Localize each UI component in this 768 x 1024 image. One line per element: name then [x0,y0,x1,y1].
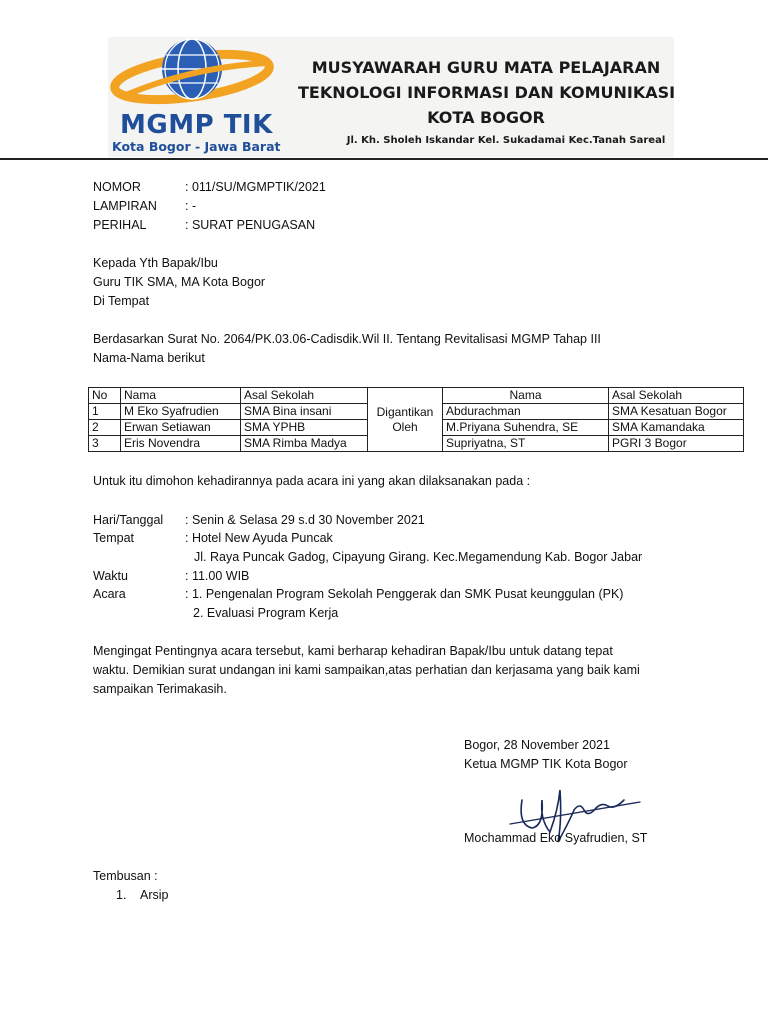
row-asal: SMA Rimba Madya [241,436,368,452]
letterhead [108,37,674,157]
header-divider [0,158,768,160]
row-no: 3 [89,436,121,452]
signatory-name: Mochammad Eko Syafrudien, ST [464,831,648,845]
sign-position: Ketua MGMP TIK Kota Bogor [464,757,628,771]
recipient-line-3: Di Tempat [93,294,150,308]
lampiran-value: : - [185,199,197,213]
acara-value-2: 2. Evaluasi Program Kerja [193,606,339,620]
organization-name [298,55,674,148]
replaced-by-line-1: Digantikan [376,404,434,419]
org-line-2: TEKNOLOGI INFORMASI DAN KOMUNIKASI [298,83,676,102]
tembusan-item: Arsip [140,888,169,902]
row-asal-replacement: SMA Kesatuan Bogor [609,404,744,420]
replacement-table [88,387,744,452]
header-no: No [89,388,121,404]
acara-label: Acara [93,587,126,601]
recipient-line-1: Kepada Yth Bapak/Ibu [93,256,218,270]
recipient-line-2: Guru TIK SMA, MA Kota Bogor [93,275,266,289]
row-nama-replacement: Abdurachman [443,404,609,420]
row-nama-replacement: Supriyatna, ST [443,436,609,452]
nomor-value: : 011/SU/MGMPTIK/2021 [185,180,326,194]
tembusan-item-number: 1. [116,888,127,902]
waktu-label: Waktu [93,569,128,583]
org-line-3: KOTA BOGOR [427,108,545,127]
header-nama: Nama [121,388,241,404]
row-asal-replacement: SMA Kamandaka [609,420,744,436]
header-asal-sekolah: Asal Sekolah [241,388,368,404]
logo-name: MGMP TIK [120,110,273,140]
tembusan-label: Tembusan : [93,869,158,883]
closing-line-3: sampaikan Terimakasih. [93,682,227,696]
intro-line-1: Berdasarkan Surat No. 2064/PK.03.06-Cadisdik.Wil II. Tentang Revitalisasi MGMP Tahap III [93,332,601,346]
sign-place-date: Bogor, 28 November 2021 [464,738,610,752]
table-header-row [89,388,744,404]
row-nama: Erwan Setiawan [121,420,241,436]
org-line-1: MUSYAWARAH GURU MATA PELAJARAN [311,58,661,77]
closing-line-1: Mengingat Pentingnya acara tersebut, kami berharap kehadiran Bapak/Ibu untuk datang tepat [93,644,613,658]
replaced-by-line-2: Oleh [392,419,418,434]
row-asal: SMA YPHB [241,420,368,436]
org-address: Jl. Kh. Sholeh Iskandar Kel. Sukadamai Kec.Tanah Sareal [346,135,666,146]
hari-label: Hari/Tanggal [93,513,164,527]
lampiran-label: LAMPIRAN [93,199,157,213]
closing-line-2: waktu. Demikian surat undangan ini kami sampaikan,atas perhatian dan kerjasama yang baik kami [93,663,640,677]
tempat-address: Jl. Raya Puncak Gadog, Cipayung Girang. Kec.Megamendung Kab. Bogor Jabar [194,550,643,564]
row-nama: M Eko Syafrudien [121,404,241,420]
row-nama-replacement: M.Priyana Suhendra, SE [443,420,609,436]
perihal-label: PERIHAL [93,218,147,232]
mgmp-logo [108,37,298,157]
header-nama-replacement: Nama [443,388,609,404]
hari-value: : Senin & Selasa 29 s.d 30 November 2021 [185,513,425,527]
replaced-by-cell [368,388,443,452]
row-nama: Eris Novendra [121,436,241,452]
row-asal: SMA Bina insani [241,404,368,420]
header-asal-sekolah-replacement: Asal Sekolah [609,388,744,404]
waktu-value: : 11.00 WIB [185,569,250,583]
perihal-value: : SURAT PENUGASAN [185,218,316,232]
request-text: Untuk itu dimohon kehadirannya pada acara ini yang akan dilaksanakan pada : [93,474,531,488]
row-no: 2 [89,420,121,436]
intro-line-2: Nama-Nama berikut [93,351,205,365]
row-asal-replacement: PGRI 3 Bogor [609,436,744,452]
acara-value-1: : 1. Pengenalan Program Sekolah Penggerak dan SMK Pusat keunggulan (PK) [185,587,624,601]
logo-subtitle: Kota Bogor - Jawa Barat [112,139,281,154]
tempat-value: : Hotel New Ayuda Puncak [185,531,333,545]
tempat-label: Tempat [93,531,134,545]
nomor-label: NOMOR [93,180,141,194]
row-no: 1 [89,404,121,420]
